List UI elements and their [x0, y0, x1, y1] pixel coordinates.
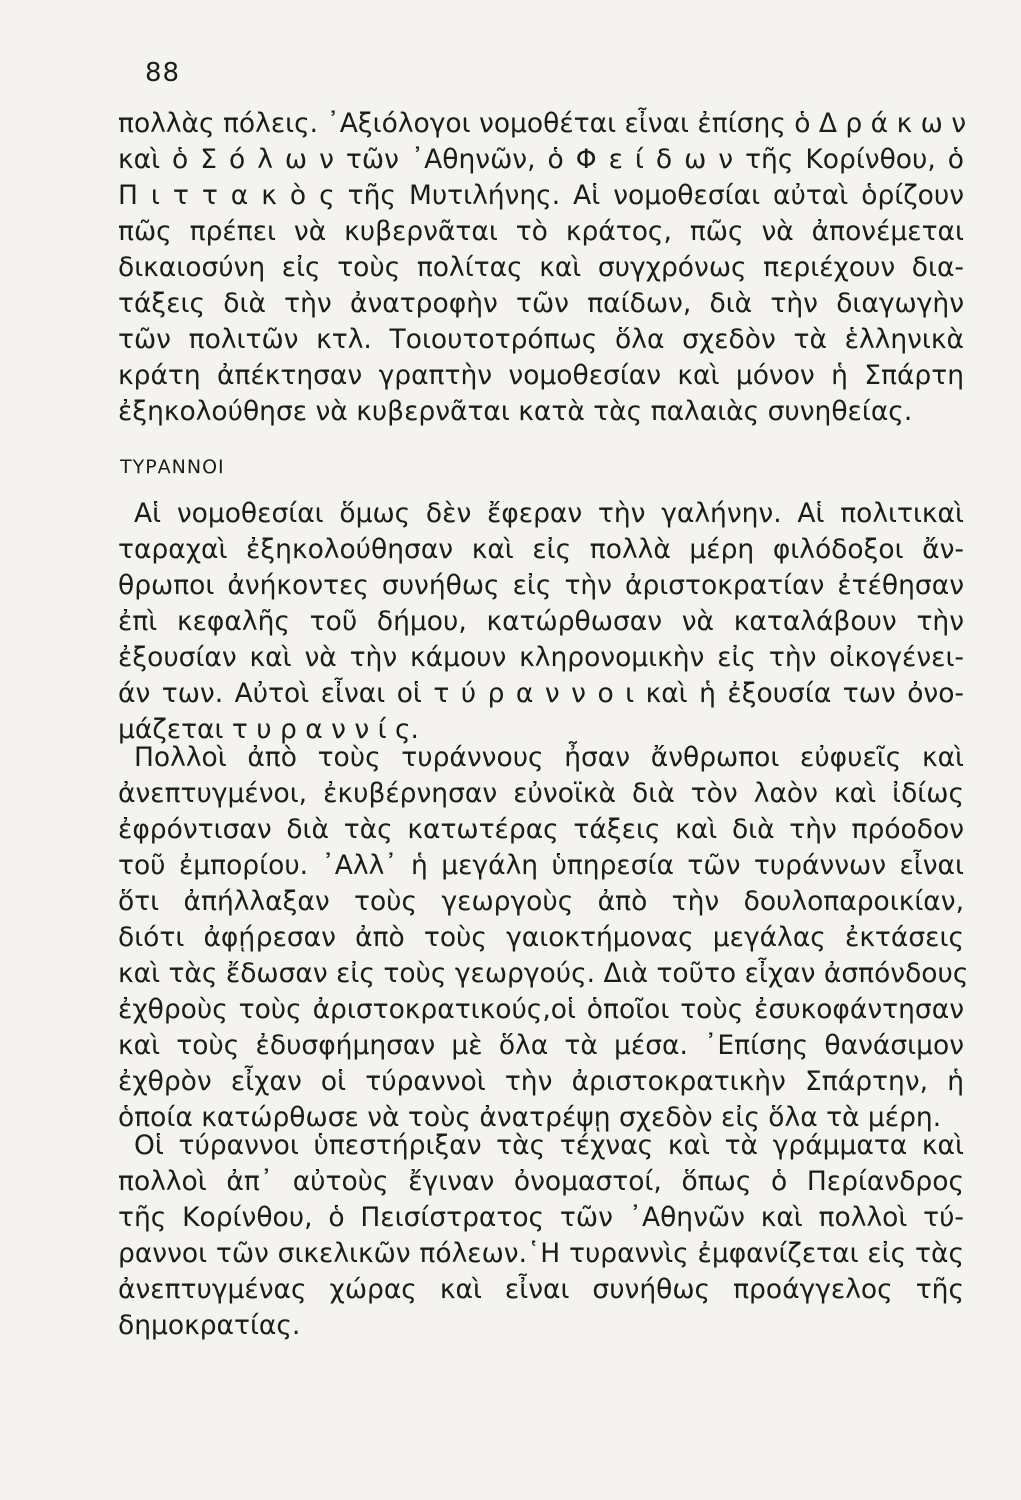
text-line: Π ι τ τ α κ ὸ ς τῆς Μυτιλήνης. Αἱ νομοθεσίαι αὐταὶ ὁρίζουν	[118, 180, 964, 211]
paragraph-tyrants-rule	[118, 740, 969, 1136]
text-line: ἐξηκολούθησε νὰ κυβερνᾶται κατὰ τὰς παλαιὰς συνηθείας.	[118, 396, 913, 427]
text-line: Αἱ νομοθεσίαι ὅμως δὲν ἔφεραν τὴν γαλήνην. Αἱ πολιτικαὶ	[134, 498, 964, 529]
text-line: ἐπὶ κεφαλῆς τοῦ δήμου, κατώρθωσαν νὰ καταλάβουν τὴν	[118, 606, 964, 637]
text-line: ἐχθροὺς τοὺς ἀριστοκρατικούς,οἱ ὁποῖοι τοὺς ἐσυκοφάντησαν	[118, 994, 964, 1025]
text-line: ὁποία κατώρθωσε νὰ τοὺς ἀνατρέψῃ σχεδὸν εἰς ὅλα τὰ μέρη.	[118, 1102, 942, 1133]
page-number: 88	[145, 58, 181, 88]
text-line: ταραχαὶ ἐξηκολούθησαν καὶ εἰς πολλὰ μέρη φιλόδοξοι ἄν-	[118, 534, 964, 565]
text-line: πῶς πρέπει νὰ κυβερνᾶται τὸ κράτος, πῶς νὰ ἀπονέμεται	[118, 216, 964, 247]
text-line: πολλὰς πόλεις. ᾿Αξιόλογοι νομοθέται εἶναι ἐπίσης ὁ Δ ρ ά κ ω ν	[118, 108, 967, 139]
text-line: πολλοὶ ἀπ᾿ αὐτοὺς ἔγιναν ὀνομαστοί, ὅπως ὁ Περίανδρος	[118, 1166, 964, 1197]
text-line: καὶ τὰς ἔδωσαν εἰς τοὺς γεωργούς. Διὰ τοῦτο εἶχαν ἀσπόνδους	[118, 958, 969, 989]
section-heading: ΤΥΡΑΝΝΟΙ	[120, 456, 225, 478]
text-line: ὅτι ἀπήλλαξαν τοὺς γεωργοὺς ἀπὸ τὴν δουλοπαροικίαν,	[118, 886, 964, 917]
text-line: διότι ἀφῄρεσαν ἀπὸ τοὺς γαιοκτήμονας μεγάλας ἐκτάσεις	[118, 922, 964, 953]
paragraph-tyrants-arts	[118, 1128, 964, 1344]
paragraph-lawgivers	[118, 106, 967, 430]
text-line: δικαιοσύνη εἰς τοὺς πολίτας καὶ συγχρόνως περιέχουν δια-	[118, 252, 964, 283]
text-line: κράτη ἀπέκτησαν γραπτὴν νομοθεσίαν καὶ μόνον ἡ Σπάρτη	[118, 360, 964, 391]
text-line: Οἱ τύραννοι ὑπεστήριξαν τὰς τέχνας καὶ τὰ γράμματα καὶ	[134, 1130, 964, 1161]
text-line: καὶ τοὺς ἐδυσφήμησαν μὲ ὅλα τὰ μέσα. ᾿Επίσης θανάσιμον	[118, 1030, 964, 1061]
paragraph-tyrants-intro	[118, 496, 964, 748]
text-line: ραννοι τῶν σικελικῶν πόλεων.῾Η τυραννὶς ἐμφανίζεται εἰς τὰς	[118, 1238, 964, 1269]
text-line: τῆς Κορίνθου, ὁ Πεισίστρατος τῶν ᾿Αθηνῶν καὶ πολλοὶ τύ-	[118, 1202, 964, 1233]
text-line: τῶν πολιτῶν κτλ. Τοιουτοτρόπως ὅλα σχεδὸν τὰ ἑλληνικὰ	[118, 324, 964, 355]
text-line: ἐφρόντισαν διὰ τὰς κατωτέρας τάξεις καὶ διὰ τὴν πρόοδον	[118, 814, 964, 845]
text-line: τάξεις διὰ τὴν ἀνατροφὴν τῶν παίδων, διὰ τὴν διαγωγὴν	[118, 288, 964, 319]
text-line: ἀνεπτυγμένοι, ἐκυβέρνησαν εὐνοϊκὰ διὰ τὸν λαὸν καὶ ἰδίως	[118, 778, 964, 809]
text-line: θρωποι ἀνήκοντες συνήθως εἰς τὴν ἀριστοκρατίαν ἐτέθησαν	[118, 570, 964, 601]
text-line: τοῦ ἐμπορίου. ᾿Αλλ᾿ ἡ μεγάλη ὑπηρεσία τῶν τυράννων εἶναι	[118, 850, 964, 881]
text-line: άν των. Αὐτοὶ εἶναι οἱ τ ύ ρ α ν ν ο ι καὶ ἡ ἐξουσία των ὀνο-	[118, 678, 964, 709]
text-line: ἀνεπτυγμένας χώρας καὶ εἶναι συνήθως προάγγελος τῆς	[118, 1274, 964, 1305]
text-line: Πολλοὶ ἀπὸ τοὺς τυράννους ἦσαν ἄνθρωποι εὐφυεῖς καὶ	[134, 742, 964, 773]
text-line: ἐξουσίαν καὶ νὰ τὴν κάμουν κληρονομικὴν εἰς τὴν οἰκογένει-	[118, 642, 964, 673]
text-line: μάζεται τ υ ρ α ν ν ί ς.	[118, 714, 419, 745]
text-line: ἐχθρὸν εἶχαν οἱ τύραννοὶ τὴν ἀριστοκρατικὴν Σπάρτην, ἡ	[118, 1066, 964, 1097]
text-line: καὶ ὁ Σ ό λ ω ν τῶν ᾿Αθηνῶν, ὁ Φ ε ί δ ω ν τῆς Κορίνθου, ὁ	[118, 144, 964, 175]
text-line: δημοκρατίας.	[118, 1310, 301, 1341]
